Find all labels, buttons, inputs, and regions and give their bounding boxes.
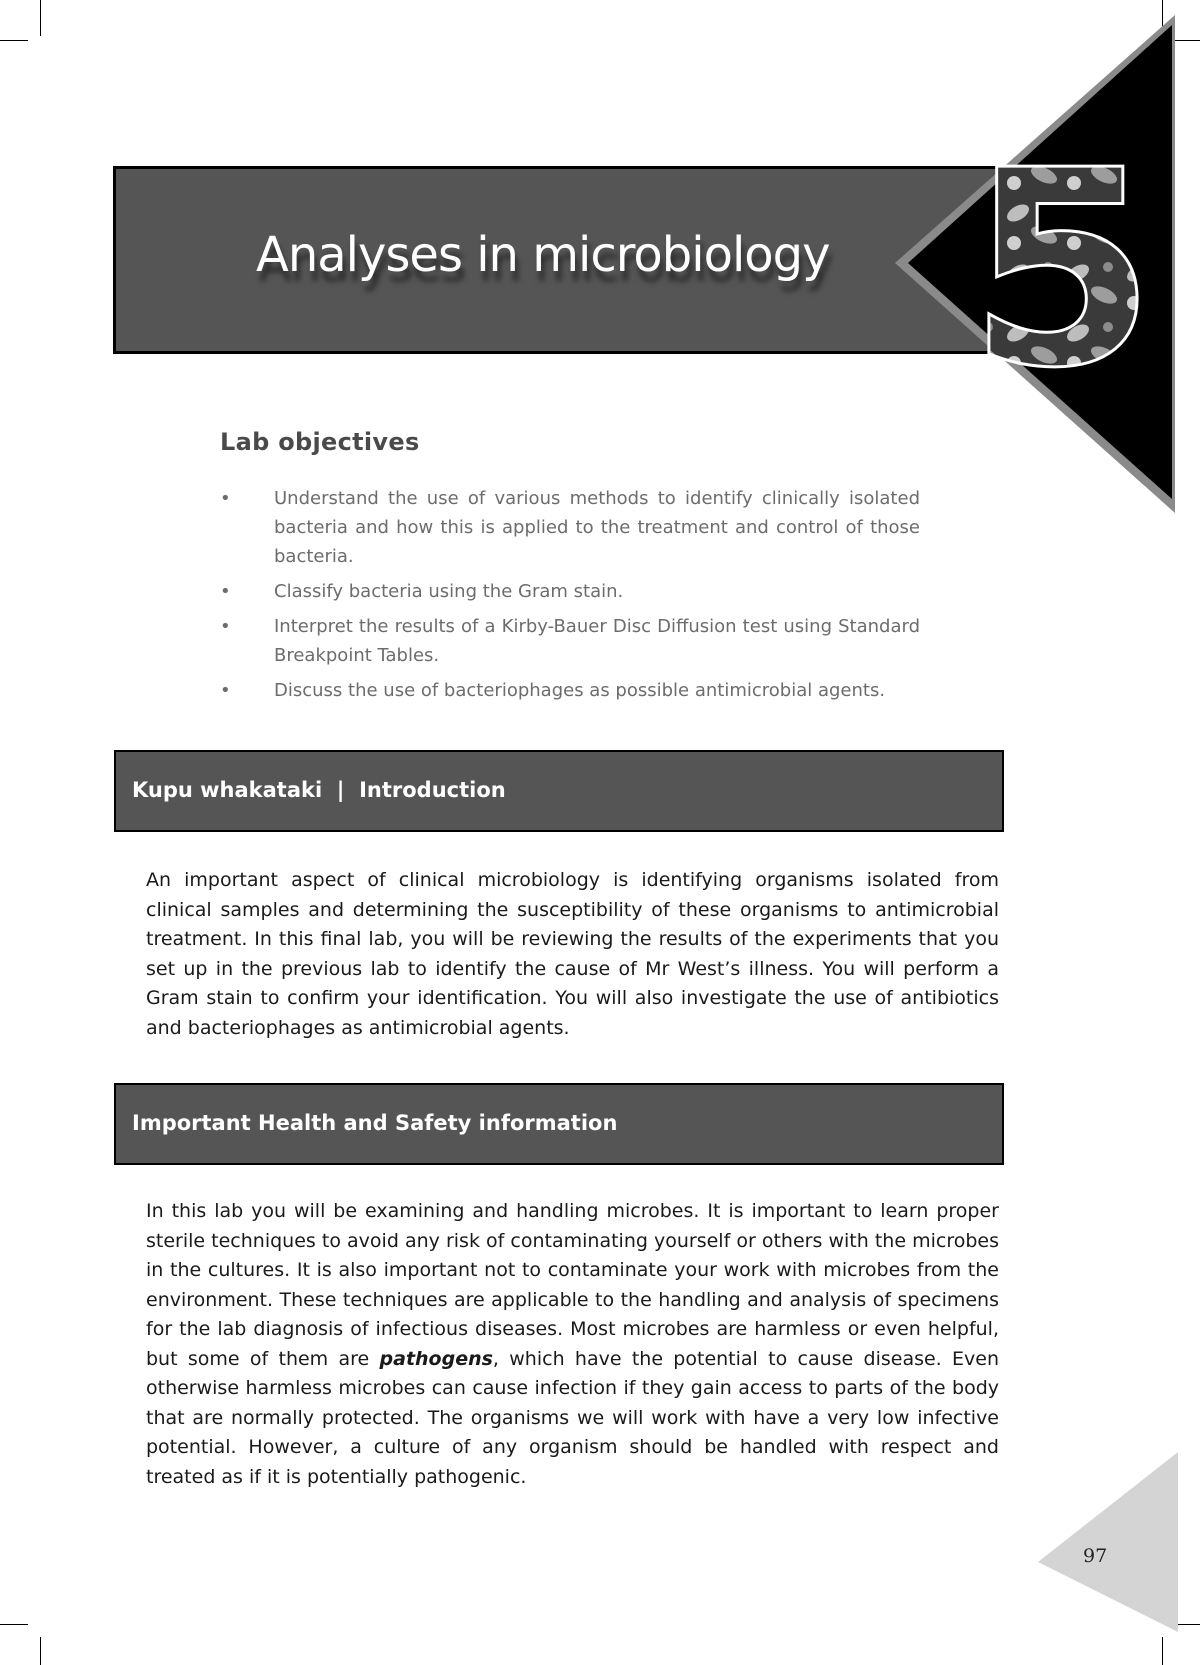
objective-text: Discuss the use of bacteriophages as possible antimicrobial agents. [274, 680, 886, 701]
list-item [220, 612, 920, 670]
bullet-icon: • [220, 616, 231, 637]
crop-mark [40, 0, 41, 36]
footer-triangle [1036, 1450, 1178, 1632]
safety-text-before: In this lab you will be examining and handling microbes. It is important to learn proper sterile techniques to avoid any risk of contaminating yourself or others with the microbes in the cultures. It is also important not to contaminate your work with microbes from the environment. These techniques are applicable to the handling and analysis of specimens for the lab diagnosis of infectious diseases. Most microbes are harmless or even helpful, but some of them are [146, 1200, 999, 1370]
safety-banner [114, 1083, 1004, 1165]
chapter-number-corner [880, 15, 1180, 515]
list-item [220, 484, 920, 571]
list-item [220, 577, 920, 606]
introduction-heading: Kupu whakataki | Introduction [132, 778, 506, 802]
objective-text: Understand the use of various methods to identify clinically isolated bacteria and how this is applied to the treatment and control of those bacteria. [274, 488, 920, 567]
crop-mark [0, 1624, 28, 1625]
safety-heading: Important Health and Safety information [132, 1111, 618, 1135]
crop-mark [1162, 1637, 1163, 1665]
introduction-paragraph: An important aspect of clinical microbiology is identifying organisms isolated from clinical samples and determining the susceptibility of these organisms to antimicrobial treatment. In this final lab, you will be reviewing the results of the experiments that you set up in the previous lab to identify the cause of Mr West’s illness. You will perform a Gram stain to confirm your identification. You will also investigate the use of antibiotics and bacteriophages as antimicrobial agents. [146, 869, 999, 1039]
page-number: 97 [1083, 1545, 1108, 1567]
bullet-icon: • [220, 488, 231, 509]
introduction-banner [114, 750, 1004, 832]
crop-mark [40, 1637, 41, 1665]
safety-text-after: , which have the potential to cause disease. Even otherwise harmless microbes can cause infection if they gain access to parts of the body that are normally protected. The organisms we will work with have a very low infective potential. However, a culture of any organism should be handled with respect and treated as if it is potentially pathogenic. [146, 1347, 1000, 1488]
chapter-number: 5 [968, 112, 1156, 427]
objectives-heading: Lab objectives [220, 428, 420, 456]
objective-text: Classify bacteria using the Gram stain. [274, 581, 624, 602]
safety-paragraph [146, 1197, 999, 1492]
bullet-icon: • [220, 680, 231, 701]
pathogens-emphasis: pathogens [379, 1347, 493, 1370]
chapter-title: Analyses in microbiology [256, 227, 830, 283]
crop-mark [0, 40, 28, 41]
objective-text: Interpret the results of a Kirby-Bauer Disc Diffusion test using Standard Breakpoint Tables. [274, 616, 920, 666]
list-item [220, 676, 920, 705]
objectives-list [220, 484, 920, 711]
bullet-icon: • [220, 581, 231, 602]
